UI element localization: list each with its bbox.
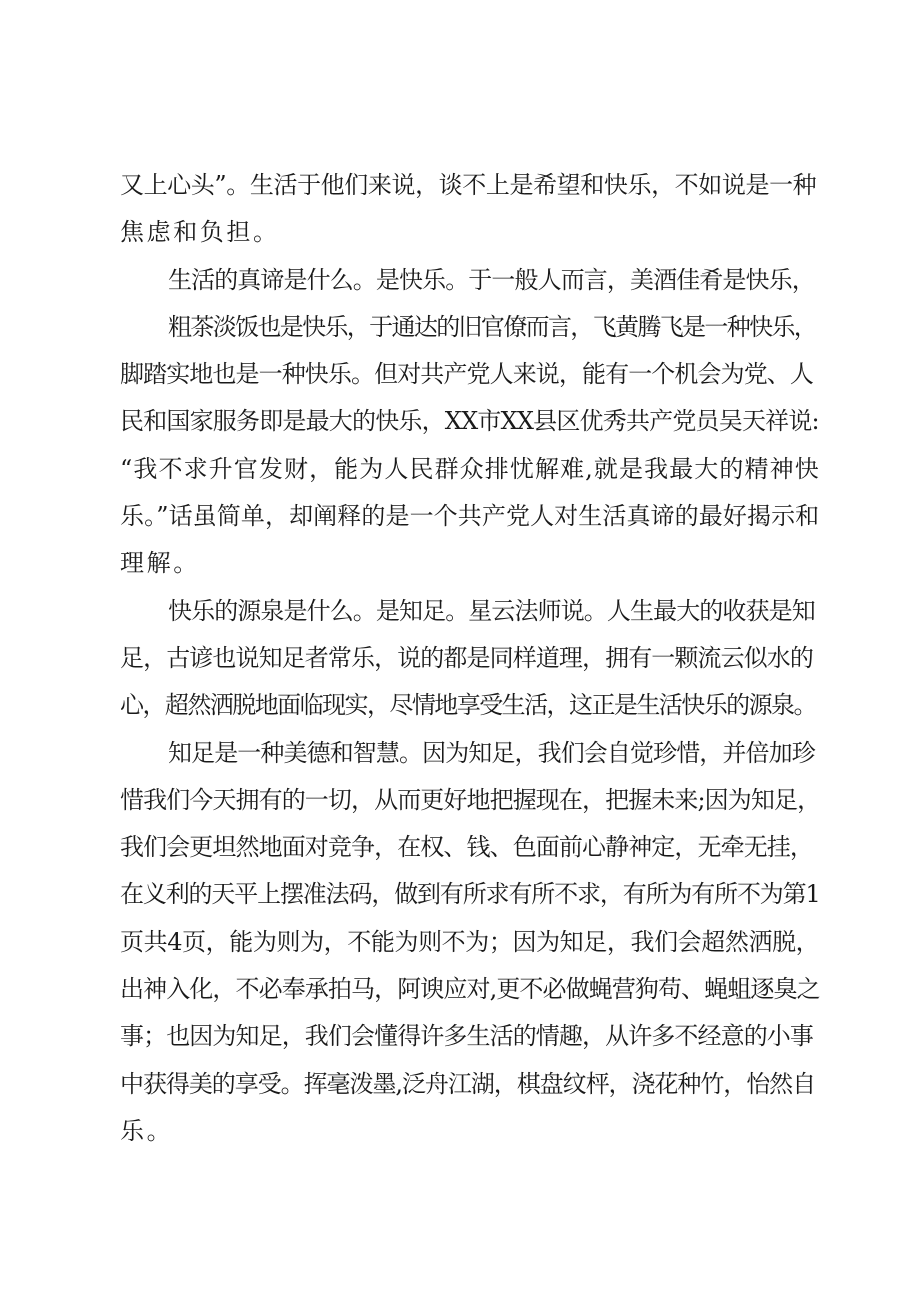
text-line: 乐。”话虽简单，却阐释的是一个共产党人对生活真谛的最好揭示和 bbox=[120, 502, 820, 531]
text-line: 我们会更坦然地面对竞争，在权、钱、色面前心静神定，无牵无挂， bbox=[120, 833, 813, 862]
text-line: 页共4页，能为则为，不能为则不为；因为知足，我们会超然洒脱， bbox=[120, 927, 820, 956]
text-line: 出神入化，不必奉承拍马，阿谀应对,更不必做蝇营狗苟、蝇蛆逐臭之 bbox=[120, 975, 820, 1004]
text-line: 在义利的天平上摆准法码，做到有所求有所不求，有所为有所不为第1 bbox=[120, 880, 820, 909]
text-line: 焦虑和负担。 bbox=[120, 218, 280, 247]
text-line: 惜我们今天拥有的一切，从而更好地把握现在，把握未来;因为知足， bbox=[120, 785, 821, 814]
text-line: “我不求升官发财，能为人民群众排忧解难,就是我最大的精神快 bbox=[120, 454, 820, 483]
paragraph-start-line: 生活的真谛是什么。是快乐。于一般人而言，美酒佳肴是快乐， bbox=[168, 265, 815, 294]
text-line: 粗茶淡饭也是快乐，于通达的旧官僚而言，飞黄腾飞是一种快乐， bbox=[168, 312, 817, 341]
text-line: 足，古谚也说知足者常乐，说的都是同样道理，拥有一颗流云似水的 bbox=[120, 643, 813, 672]
text-line: 又上心头”。生活于他们来说，谈不上是希望和快乐，不如说是一种 bbox=[120, 171, 817, 199]
text-line: 民和国家服务即是最大的快乐，XX市XX县区优秀共产党员吴天祥说: bbox=[120, 407, 819, 436]
text-line: 中获得美的享受。挥毫泼墨,泛舟江湖，棋盘纹枰，浇花种竹，怡然自 bbox=[120, 1069, 816, 1098]
paragraph-start-line: 知足是一种美德和智慧。因为知足，我们会自觉珍惜，并倍加珍 bbox=[168, 738, 815, 767]
paragraph-start-line: 快乐的源泉是什么。是知足。星云法师说。人生最大的收获是知 bbox=[168, 596, 815, 625]
body-text bbox=[120, 162, 820, 1155]
text-line: 脚踏实地也是一种快乐。但对共产党人来说，能有一个机会为党、人 bbox=[120, 360, 813, 389]
text-line: 乐。 bbox=[120, 1116, 174, 1145]
text-line: 事；也因为知足，我们会懂得许多生活的情趣，从许多不经意的小事 bbox=[120, 1022, 813, 1051]
text-line: 心，超然洒脱地面临现实，尽情地享受生活，这正是生活快乐的源泉。 bbox=[120, 691, 816, 720]
text-line: 理解。 bbox=[120, 549, 200, 578]
